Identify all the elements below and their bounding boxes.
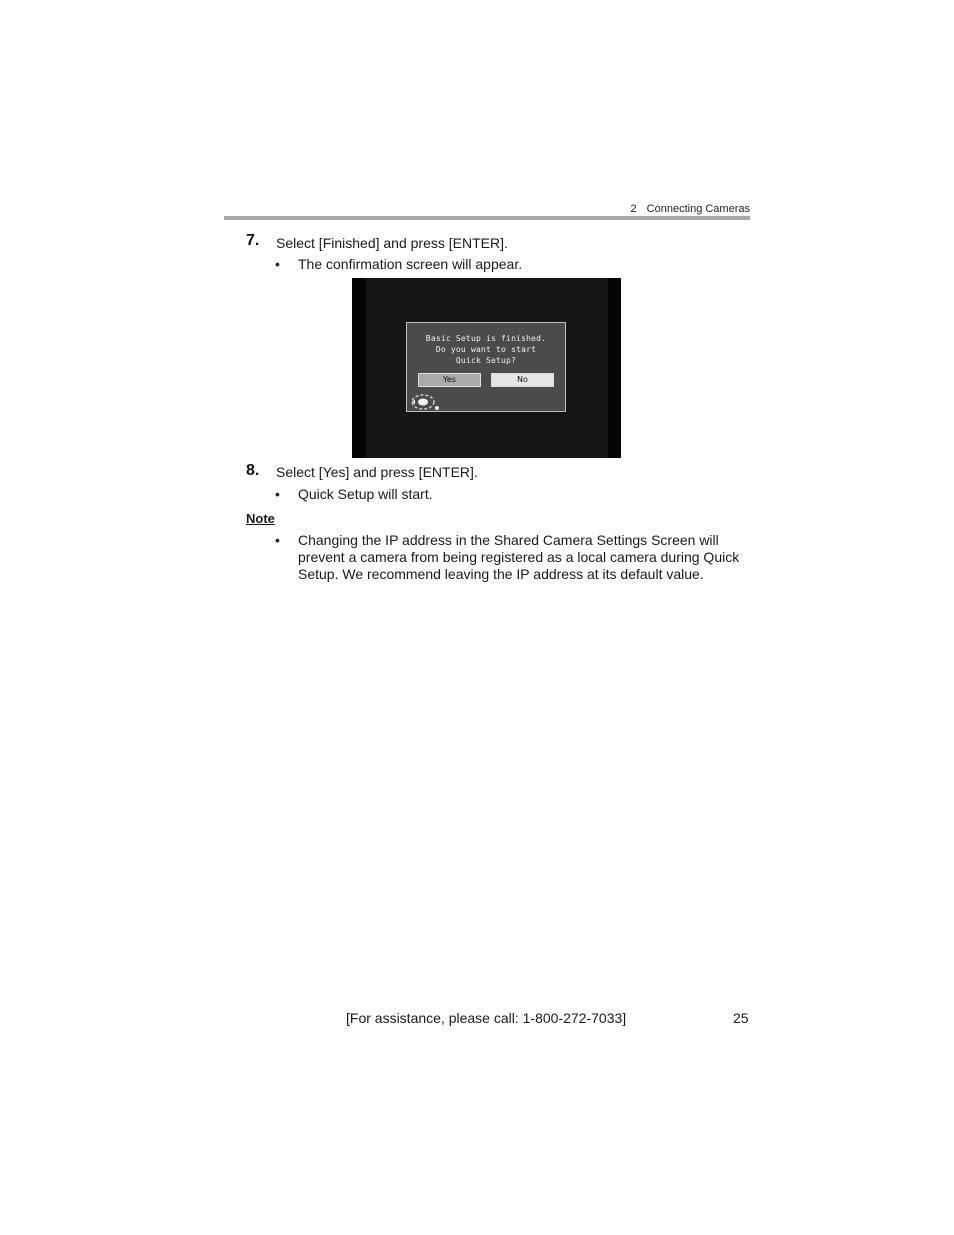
running-header: [224, 203, 750, 215]
step-7-bullet-glyph: •: [275, 256, 280, 272]
chapter-number: 2: [630, 203, 637, 215]
dpad-icon: [410, 393, 440, 411]
dialog-message-line: Basic Setup is finished.: [425, 334, 547, 343]
note-bullet-text: [298, 532, 748, 583]
assistance-footer: [For assistance, please call: 1-800-272-7033]: [346, 1010, 627, 1026]
dialog-message-line: Do you want to start: [435, 345, 537, 354]
note-bullet-glyph: •: [275, 532, 280, 548]
note-heading: Note: [246, 511, 275, 526]
step-8-text: Select [Yes] and press [ENTER].: [276, 464, 478, 480]
note-line: Changing the IP address in the Shared Camera Settings Screen will: [298, 532, 719, 548]
yes-button[interactable]: Yes: [418, 373, 481, 387]
step-7-text: Select [Finished] and press [ENTER].: [276, 235, 508, 251]
note-line: Setup. We recommend leaving the IP address at its default value.: [298, 566, 704, 582]
step-8-number: 8.: [246, 462, 260, 479]
step-7-number: 7.: [246, 232, 260, 249]
note-line: prevent a camera from being registered as a local camera during Quick: [298, 549, 740, 565]
dialog-message: [407, 333, 565, 366]
confirmation-dialog: [406, 322, 566, 412]
chapter-title: Connecting Cameras: [646, 203, 750, 215]
camera-screen-figure: [352, 278, 621, 458]
step-7-bullet-text: The confirmation screen will appear.: [298, 256, 523, 272]
page-number: 25: [733, 1010, 749, 1026]
dialog-message-line: Quick Setup?: [455, 356, 517, 365]
header-rule: [224, 216, 750, 220]
step-8-bullet-glyph: •: [275, 486, 280, 502]
step-8-bullet-text: Quick Setup will start.: [298, 486, 433, 502]
no-button[interactable]: No: [491, 373, 554, 387]
